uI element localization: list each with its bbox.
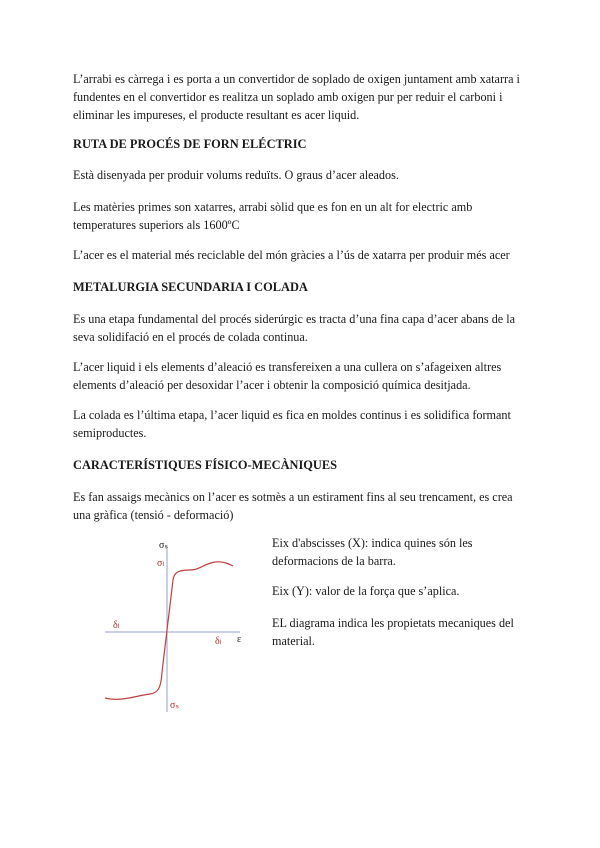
met-paragraph-1: Es una etapa fundamental del procés siderúrgic es tracta d’una fina capa d’acer abans de la seva solidifació en el procés de colada continua.	[73, 312, 516, 344]
delta-right-label: δₗ	[215, 636, 222, 647]
sigma-bottom-label: σₛ	[170, 700, 180, 711]
eaf-paragraph-2: Les matèries primes son xatarres, arrabi sòlid que es fon en un alt for electric amb temperatures superiors als 1600ºC	[73, 200, 473, 232]
sigma-top-label: σₗ	[157, 558, 165, 569]
x-axis-label: ε	[237, 634, 242, 645]
heading-eaf: RUTA DE PROCÉS DE FORN ELÉCTRIC	[73, 137, 307, 151]
heading-metalurgia: METALURGIA SECUNDARIA I COLADA	[73, 280, 308, 294]
eaf-paragraph-1: Està disenyada per produir volums reduïts. O graus d’acer aleados.	[73, 168, 399, 182]
side-note-diagram: EL diagrama indica les propietats mecaniques del material.	[272, 616, 514, 648]
side-note-y-axis: Eix (Y): valor de la força que s’aplica.	[272, 584, 460, 598]
stress-strain-curve	[105, 562, 233, 700]
mech-paragraph-1: Es fan assaigs mecànics on l’acer es sotmès a un estirament fins al seu trencament, es crea una gràfica (tensió - deformació)	[73, 490, 513, 522]
met-paragraph-3: La colada es l’última etapa, l’acer liquid es fica en moldes continus i es solidifica formant semiproductes.	[73, 408, 511, 440]
intro-paragraph: L’arrabi es càrrega i es porta a un convertidor de soplado de oxigen juntament amb xatarra i fundentes en el convertidor es realitza un soplado amb oxigen pur per reduir el carboni i eliminar les impureses, el producte resultant es acer liquid.	[73, 72, 520, 122]
side-note-x-axis: Eix d'abscisses (X): indica quines són les deformacions de la barra.	[272, 536, 473, 568]
y-axis-label: σₛ	[159, 540, 169, 551]
stress-strain-diagram	[95, 532, 255, 722]
heading-mecaniques: CARACTERÍSTIQUES FÍSICO-MECÀNIQUES	[73, 458, 338, 472]
eaf-paragraph-3: L’acer es el material més reciclable del món gràcies a l’ús de xatarra per produir més acer	[73, 248, 510, 262]
delta-left-label: δₗ	[113, 620, 120, 631]
met-paragraph-2: L’acer liquid i els elements d’aleació es transfereixen a una cullera on s’afageixen altres elements d’aleació per desoxidar l’acer i obtenir la composició química desitjada.	[73, 360, 502, 392]
